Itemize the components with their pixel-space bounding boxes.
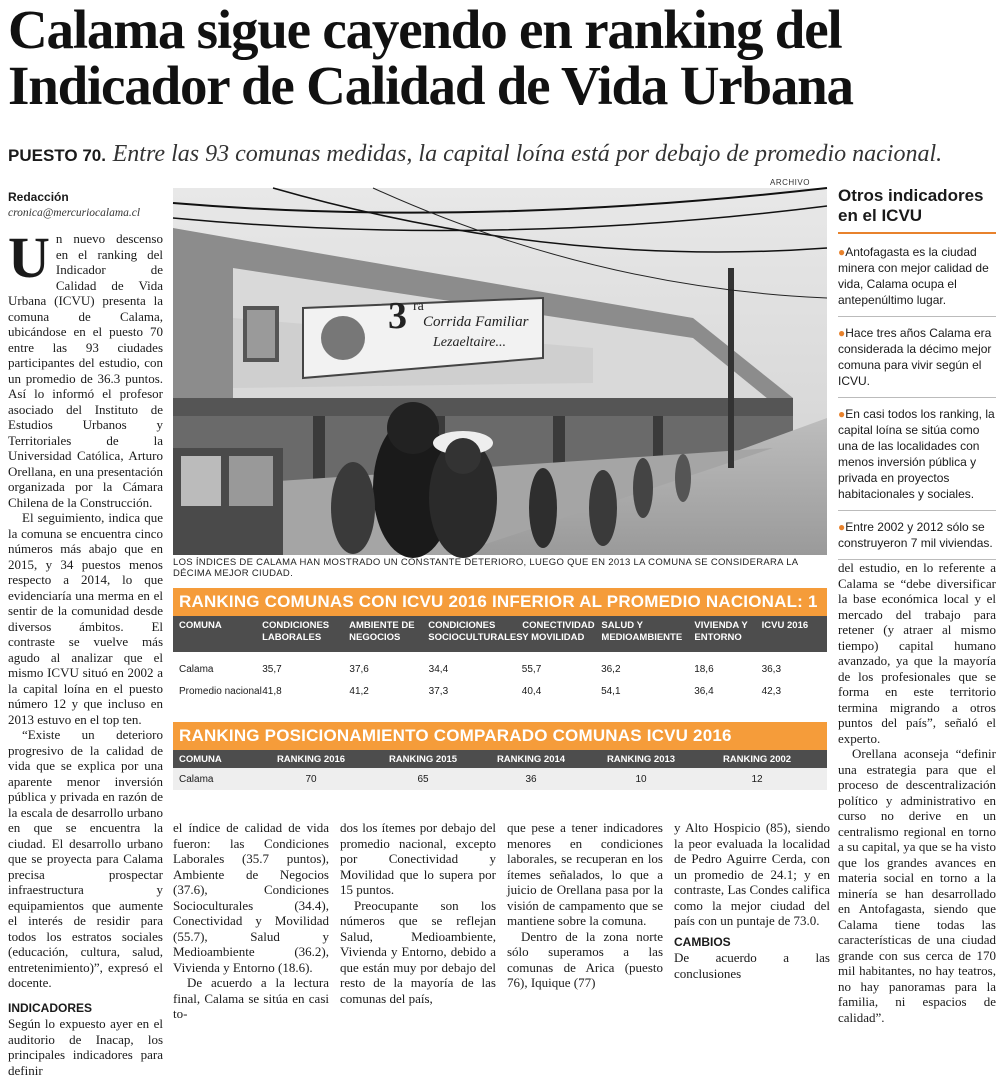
subhead-indicadores: INDICADORES [8,1000,93,1015]
table2-header-cell: RANKING 2013 [606,753,676,765]
table1-header-cell: COMUNA [179,620,222,631]
table2-header-cell: RANKING 2015 [388,753,458,765]
sidebar-item: ●Entre 2002 y 2012 sólo se construyeron 7 mil viviendas. [838,515,996,560]
table-row [173,768,827,790]
table1-header-cell: CONDICIONES LABORALES [262,620,330,643]
bullet-icon: ● [838,520,846,534]
article-paragraph: Un nuevo descenso en el ranking del Indicador de Calidad de Vida Urbana (ICVU) presenta la comuna de Calama, ubicándose en el puesto 70 entre las 93 ciudades participantes del estudio, con un promedio de 36.3 puntos. Así lo informó el profesor asociado del Instituto de Estudios Urbanos y Territoriales de la Universidad Católica, Arturo Orellana, en una presentación organizada por la Cámara Chilena de la Construcción. [8,225,163,510]
table-cell: 41,8 [262,685,282,697]
table2-title: RANKING POSICIONAMIENTO COMPARADO COMUNAS ICVU 2016 [173,722,827,750]
table2-header-cell: RANKING 2014 [496,753,566,765]
table-cell: 10 [635,773,647,785]
table-cell: 35,7 [262,663,282,675]
sign-number: 3 [388,295,407,337]
article-paragraph: “Existe un deterioro progresivo de la calidad de vida que se explica por una aparente menor inversión pública y privada en razón de la escala de desarrollo urbano en que se encuentra la ciudad. El desarrollo urbano que se proyecta para Calama precisa prospectar infraestructura y equipamientos que aumente el interés de residir para todos los estratos sociales (educación, cultura, salud, entretenimiento)”, expresó el docente. [8,727,163,990]
table-cell: 37,6 [349,663,369,675]
article-paragraph: El seguimiento, indica que la comuna se encuentra cinco números más abajo que en 2015, y 34 puestos menos respecto a 2014, lo que evidenciaría una merma en el sentir de la comunidad desde diversos ámbitos. El contraste se vuelve más agudo al analizar que el mismo ICVU situó en 2002 a la capital loína en el puesto número 12 y que incluso en 2013 estuvo en el top ten. [8,510,163,727]
table2-header-cell: RANKING 2016 [276,753,346,765]
bullet-icon: ● [838,407,846,421]
table-cell: 36,3 [761,663,782,675]
table-cell: 40,4 [521,685,542,697]
article-paragraph: Preocupante son los números que se reflejan Salud, Medioambiente, Vivienda y Entorno, debido a que están muy por debajo del resto de la mayoría de las comunas del país, [340,897,496,1006]
article-paragraph: Según lo expuesto ayer en el auditorio de Inacap, los principales indicadores para definir [8,1016,163,1078]
table2-header-cell: RANKING 2002 [722,753,792,765]
photo-caption: LOS ÍNDICES DE CALAMA HAN MOSTRADO UN CONSTANTE DETERIORO, LUEGO QUE EN 2013 LA COMUNA SE CONSIDERARA LA DÉCIMA MEJOR CIUDAD. [173,557,798,579]
table-row [173,658,827,680]
article-column-4 [507,820,663,991]
sidebar-title: Otros indicadores en el ICVU [838,186,996,234]
article-paragraph: dos los ítemes por debajo del promedio nacional, excepto por Conectividad y Movilidad que lo supera por 15 puntos. [340,820,496,897]
ranking-tables [173,588,827,790]
table-cell: 36,4 [694,685,714,697]
bullet-icon: ● [838,245,846,259]
sign-text-1: Corrida Familiar [423,314,529,330]
table2-header-cell: COMUNA [179,753,222,765]
article-paragraph: De acuerdo a las conclusiones [674,950,830,981]
table1-header-cell: VIVIENDA Y ENTORNO [694,620,748,643]
table1-header-cell: SALUD Y MEDIOAMBIENTE [601,620,683,643]
article-column-3 [340,820,496,1006]
table-cell: 55,7 [521,663,542,675]
article-paragraph: Dentro de la zona norte sólo superamos a las comunas de Arica (puesto 76), Iquique (77) [507,928,663,990]
article-column-5 [674,820,830,981]
dropcap: U [8,225,50,290]
article-paragraph: y Alto Hospicio (85), siendo la peor evaluada la localidad de Pedro Aguirre Cerda, con un promedio de 24.1; y en contraste, Las Condes califica como la mejor ciudad del país con un puntaje de 73.0. [674,820,830,928]
table1-header [173,616,827,652]
table-cell: 34,4 [428,663,449,675]
article-column-2 [173,820,329,1022]
table1-title: RANKING COMUNAS CON ICVU 2016 INFERIOR AL PROMEDIO NACIONAL: 1 [173,588,827,616]
deck-text: Entre las 93 comunas medidas, la capital loína está por debajo de promedio nacional. [112,141,943,167]
article-paragraph: del estudio, en lo referente a Calama se “debe diversificar la base económica local y el mercado del trabajo para retener (y atraer al mismo tiempo) capital humano avanzado, ya que la mayoría de los profesionales que se forma en este territorio termina migrando a otros puntos del país”, señaló el experto. [838,560,996,746]
bullet-icon: ● [838,326,846,340]
table-cell: 42,3 [761,685,782,697]
table1-header-cell: CONECTIVIDAD Y MOVILIDAD [522,620,595,643]
article-paragraph: Orellana aconseja “definir una estrategia para que el proceso de descentralización político y administrativo en curso no derive en un centralismo regional en torno a su capital, ya que se ha visto que los grandes avances en materia social en torno a la minería se han desarrollado en Antofagasta, siendo que Calama tiene todas las características de una ciudad grande con sus cerca de 170 mil habitantes, no hay teatros, no hay panoramas para la familia, ni espacios de calidad”. [838,746,996,1025]
table-row [173,680,827,702]
sign-text-2: Lezaeltaire... [433,335,506,350]
table-cell: 41,2 [349,685,369,697]
article-paragraph: el índice de calidad de vida fueron: las Condiciones Laborales (35.7 puntos), Ambiente de Negocios (37.6), Condiciones Socioculturales (34.4), Conectividad y Movilidad (55.7), Salud y Medioambiente (36.2), Vivienda y Entorno (18.6). [173,820,329,975]
sidebar-otros-indicadores [838,186,996,564]
table-cell: 12 [751,773,763,785]
photo-credit: ARCHIVO [770,178,810,187]
sidebar-item: ●Antofagasta es la ciudad minera con mejor calidad de vida, Calama ocupa el antepenúltimo lugar. [838,240,996,317]
table-cell: 65 [417,773,429,785]
table-cell: 37,3 [428,685,449,697]
deck [8,141,993,169]
table1-header-cell: AMBIENTE DE NEGOCIOS [349,620,415,643]
table-cell: Calama [179,773,214,785]
deck-kicker: PUESTO 70. [8,146,106,165]
table1-header-cell: ICVU 2016 [761,620,809,631]
news-photo [173,188,827,555]
table-cell: 70 [305,773,317,785]
sidebar-item: ●Hace tres años Calama era considerada la décimo mejor comuna para vivir según el ICVU. [838,321,996,398]
byline-email[interactable]: cronica@mercuriocalama.cl [8,206,141,219]
byline-author: Redacción [8,190,69,204]
article-paragraph: que pese a tener indicadores menores en condiciones laborales, se recuperan en los ítemes señalados, lo que a juicio de Orellana pasa por la visión de campamento que se mantiene sobre la comuna. [507,820,663,928]
table-cell: Promedio nacional [179,685,262,697]
article-paragraph: De acuerdo a la lectura final, Calama se sitúa en casi to- [173,975,329,1021]
table-cell: 36 [525,773,537,785]
sidebar-item: ●En casi todos los ranking, la capital loína se sitúa como una de las localidades con menos inversión pública y privada en proyectos habitacionales y sociales. [838,402,996,511]
article-column-right [838,560,996,1025]
table-cell: 54,1 [601,685,621,697]
table2-header [173,750,827,768]
table-cell: Calama [179,663,214,675]
table1-header-cell: CONDICIONES SOCIOCULTURALES [428,620,523,643]
photo-illustration [173,188,827,555]
article-column-1 [8,190,163,1078]
subhead-cambios: CAMBIOS [674,934,731,949]
table-cell: 18,6 [694,663,714,675]
sign-superscript: ra [413,299,424,314]
table-cell: 36,2 [601,663,621,675]
headline: Calama sigue cayendo en ranking del Indicador de Calidad de Vida Urbana [8,0,853,116]
